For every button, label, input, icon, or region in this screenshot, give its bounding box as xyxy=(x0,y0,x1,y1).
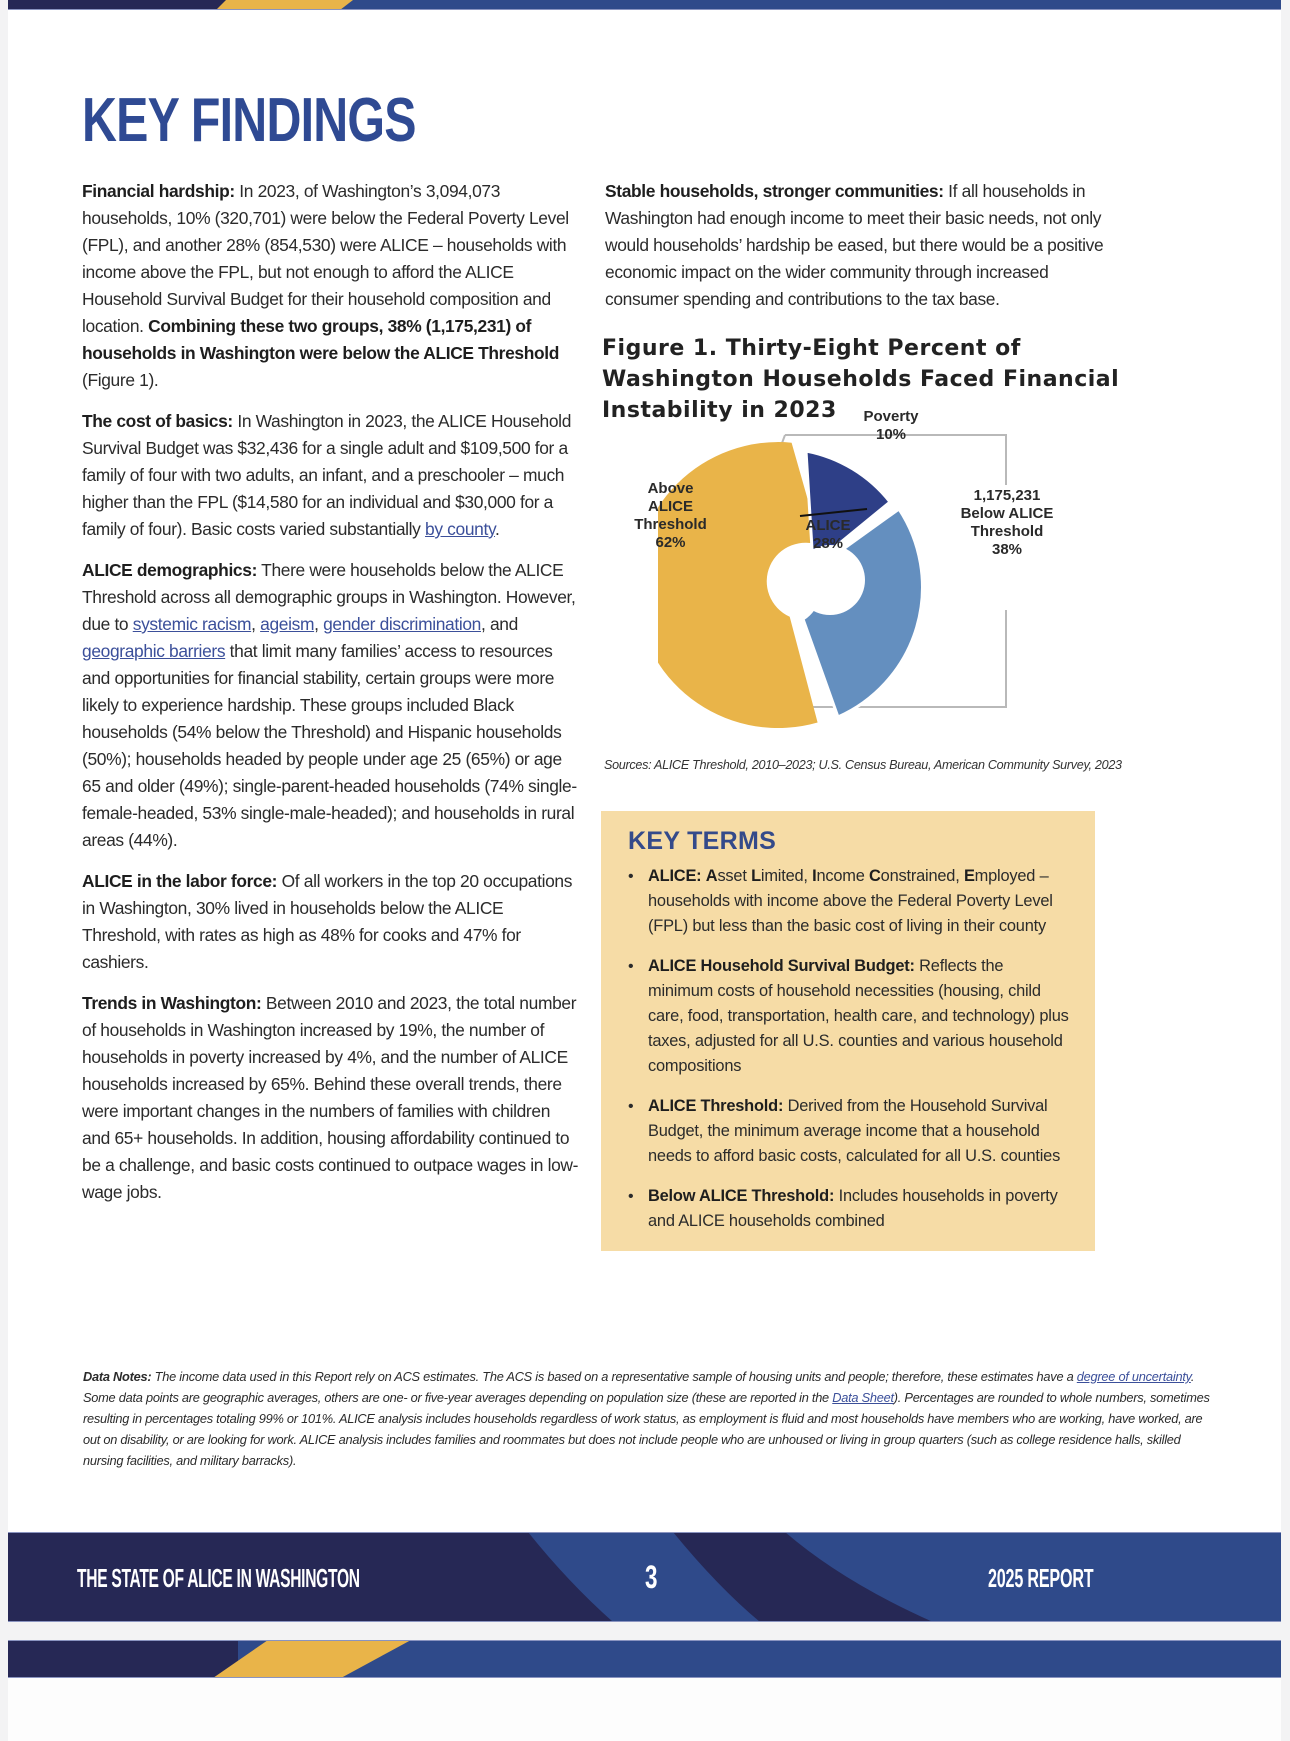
acronym-letter: E xyxy=(963,867,975,885)
term-definition: Reflects the minimum costs of household necessities (housing, child care, food, transportation, health care, and technology) plus taxes, adjusted for all U.S. counties and various household compositions xyxy=(648,957,1069,1075)
text-financial-hardship: In 2023, of Washington’s 3,094,073 households, 10% (320,701) were below the Federal Poverty Level (FPL), and another 28% (854,530) were ALICE – households with income above the FPL, but not enough to afford the ALICE Household Survival Budget for their household composition and location. xyxy=(82,181,569,336)
figure-reference: (Figure 1). xyxy=(82,370,159,390)
label-poverty xyxy=(851,408,931,444)
link-ageism[interactable]: ageism xyxy=(260,614,315,634)
label-below-threshold xyxy=(955,485,1059,561)
link-degree-of-uncertainty[interactable]: degree of uncertainty xyxy=(1076,1369,1191,1384)
next-page-preview xyxy=(8,1640,1281,1741)
acronym-letter: C xyxy=(869,867,881,885)
link-by-county[interactable]: by county xyxy=(425,519,496,539)
data-notes-text: . Some data points are geographic averages, others are one- or five-year averages depending on population size (these are reported in the xyxy=(83,1369,1195,1405)
term-label: ALICE: xyxy=(648,867,702,885)
heading-demographics: ALICE demographics: xyxy=(82,560,258,580)
paragraph-trends xyxy=(82,990,582,1206)
key-terms-box xyxy=(601,811,1095,1251)
punctuation: . xyxy=(495,519,500,539)
paragraph-financial-hardship xyxy=(82,178,582,394)
key-term-alice xyxy=(628,864,1071,939)
term-label: Below ALICE Threshold: xyxy=(648,1187,835,1205)
definition-part: onstrained, xyxy=(880,867,964,885)
label-count: 1,175,231 xyxy=(973,487,1041,504)
bullet-icon: • xyxy=(628,958,634,975)
label-percent: 10% xyxy=(875,426,907,443)
label-percent: 28% xyxy=(812,535,844,552)
heading-stable-households: Stable households, stronger communities: xyxy=(605,181,944,201)
data-notes xyxy=(83,1366,1218,1471)
acronym-letter: I xyxy=(812,867,817,885)
paragraph-labor-force xyxy=(82,868,582,976)
separator: , and xyxy=(481,614,518,634)
label-percent: 62% xyxy=(655,534,686,551)
report-page xyxy=(8,0,1281,1622)
label-line: Below ALICE xyxy=(960,505,1054,522)
right-column xyxy=(605,178,1105,327)
donut-chart-svg xyxy=(658,425,1128,730)
data-notes-text: The income data used in this Report rely on ACS estimates. The ACS is based on a representative sample of housing units and people; therefore, these estimates have a xyxy=(151,1369,1077,1384)
term-label: ALICE Threshold: xyxy=(648,1097,784,1115)
key-terms-list xyxy=(628,864,1071,1234)
key-term-survival-budget xyxy=(628,954,1071,1079)
heading-trends: Trends in Washington: xyxy=(82,993,262,1013)
link-gender-discrimination[interactable]: gender discrimination xyxy=(323,614,482,634)
text-labor-force: Of all workers in the top 20 occupations in Washington, 30% lived in households below the ALICE Threshold, with rates as high as 48% for cooks and 47% for cashiers. xyxy=(82,871,573,972)
data-notes-text: ). Percentages are rounded to whole numbers, sometimes resulting in percentages totaling 99% or 101%. ALICE analysis includes households regardless of work status, as employment is fluid and most households have members who are working, have worked, are out on disability, or are looking for work. ALICE analysis includes families and roommates but does not include people who are unhoused or living in group quarters (such as college residence halls, skilled nursing facilities, and military barracks). xyxy=(83,1390,1210,1468)
text-demographics-2: that limit many families’ access to resources and opportunities for financial stability, certain groups were more likely to experience hardship. These groups included Black households (54% below the Threshold) and Hispanic households (50%); households headed by people under age 25 (65%) or age 65 and older (49%); single-parent-headed households (74% single-female-headed, 53% single-male-headed); and households in rural areas (44%). xyxy=(82,641,577,850)
text-cost-of-basics: In Washington in 2023, the ALICE Household Survival Budget was $32,436 for a single adult and $109,500 for a family of four with two adults, an infant, and a preschooler – much higher than the FPL ($14,580 for an individual and $30,000 for a family of four). Basic costs varied substantially xyxy=(82,411,572,539)
label-percent: 38% xyxy=(991,541,1023,558)
definition-part: imited, xyxy=(760,867,813,885)
left-column xyxy=(82,178,582,1220)
heading-cost-of-basics: The cost of basics: xyxy=(82,411,233,431)
link-data-sheet[interactable]: Data Sheet xyxy=(832,1390,894,1405)
donut-hole xyxy=(795,545,865,615)
heading-labor-force: ALICE in the labor force: xyxy=(82,871,278,891)
key-terms-title: KEY TERMS xyxy=(628,827,777,855)
definition-part: mployed – households with income above the Federal Poverty Level (FPL) but less than the basic cost of living in their county xyxy=(648,867,1053,935)
term-definition: Derived from the Household Survival Budget, the minimum average income that a household needs to afford basic costs, calculated for all U.S. counties xyxy=(648,1097,1061,1165)
acronym-letter: L xyxy=(751,867,761,885)
bullet-icon: • xyxy=(628,868,634,885)
paragraph-demographics xyxy=(82,557,582,854)
separator: , xyxy=(251,614,261,634)
paragraph-stable-households xyxy=(605,178,1105,313)
bullet-icon: • xyxy=(628,1188,634,1205)
term-label: ALICE Household Survival Budget: xyxy=(648,957,915,975)
chart-sources: Sources: ALICE Threshold, 2010–2023; U.S. Census Bureau, American Community Survey, 2023 xyxy=(604,758,1122,772)
definition-part: ncome xyxy=(816,867,870,885)
label-line: Threshold xyxy=(634,516,707,533)
label-alice xyxy=(788,517,868,553)
donut-chart xyxy=(634,408,1128,730)
next-page-top-bar xyxy=(8,1640,1281,1678)
top-decorative-bar xyxy=(8,0,1281,10)
label-line: ALICE xyxy=(648,498,693,515)
definition-part: sset xyxy=(717,867,752,885)
paragraph-cost-of-basics xyxy=(82,408,582,543)
bullet-icon: • xyxy=(628,1098,634,1115)
heading-financial-hardship: Financial hardship: xyxy=(82,181,235,201)
term-definition: Includes households in poverty and ALICE households combined xyxy=(648,1187,1058,1230)
footer-report-title: THE STATE OF ALICE IN WASHINGTON xyxy=(77,1563,360,1593)
page-title: KEY FINDINGS xyxy=(82,86,416,155)
label-line: Above xyxy=(647,480,694,497)
data-notes-label: Data Notes: xyxy=(83,1369,152,1384)
text-demographics-1: There were households below the ALICE Threshold across all demographic groups in Washington. However, due to xyxy=(82,560,576,634)
link-geographic-barriers[interactable]: geographic barriers xyxy=(82,641,226,661)
label-line: Threshold xyxy=(970,523,1044,540)
label-line: Poverty xyxy=(863,408,919,425)
label-above-threshold xyxy=(623,480,718,552)
bold-text-combined: Combining these two groups, 38% (1,175,231) of households in Washington were below the ALICE Threshold xyxy=(82,316,560,363)
label-line: ALICE xyxy=(805,517,851,534)
text-stable-households: If all households in Washington had enough income to meet their basic needs, not only would households’ hardship be eased, but there would be a positive economic impact on the wider community through increased consumer spending and contributions to the tax base. xyxy=(605,181,1104,309)
separator: , xyxy=(314,614,324,634)
footer-page-number: 3 xyxy=(645,1559,658,1595)
acronym-letter: A xyxy=(705,867,718,885)
text-trends: Between 2010 and 2023, the total number of households in Washington increased by 19%, the number of households in poverty increased by 4%, and the number of ALICE households increased by 65%. Behind these overall trends, there were important changes in the numbers of families with children and 65+ households. In addition, housing affordability continued to be a challenge, and basic costs continued to outpace wages in low-wage jobs. xyxy=(82,993,579,1202)
footer-report-year: 2025 REPORT xyxy=(988,1563,1094,1593)
key-term-alice-threshold xyxy=(628,1094,1071,1169)
key-term-below-threshold xyxy=(628,1184,1071,1234)
figure-title: Figure 1. Thirty-Eight Percent of Washington Households Faced Financial Instability in 2023 xyxy=(602,336,1120,423)
link-systemic-racism[interactable]: systemic racism xyxy=(132,614,252,634)
